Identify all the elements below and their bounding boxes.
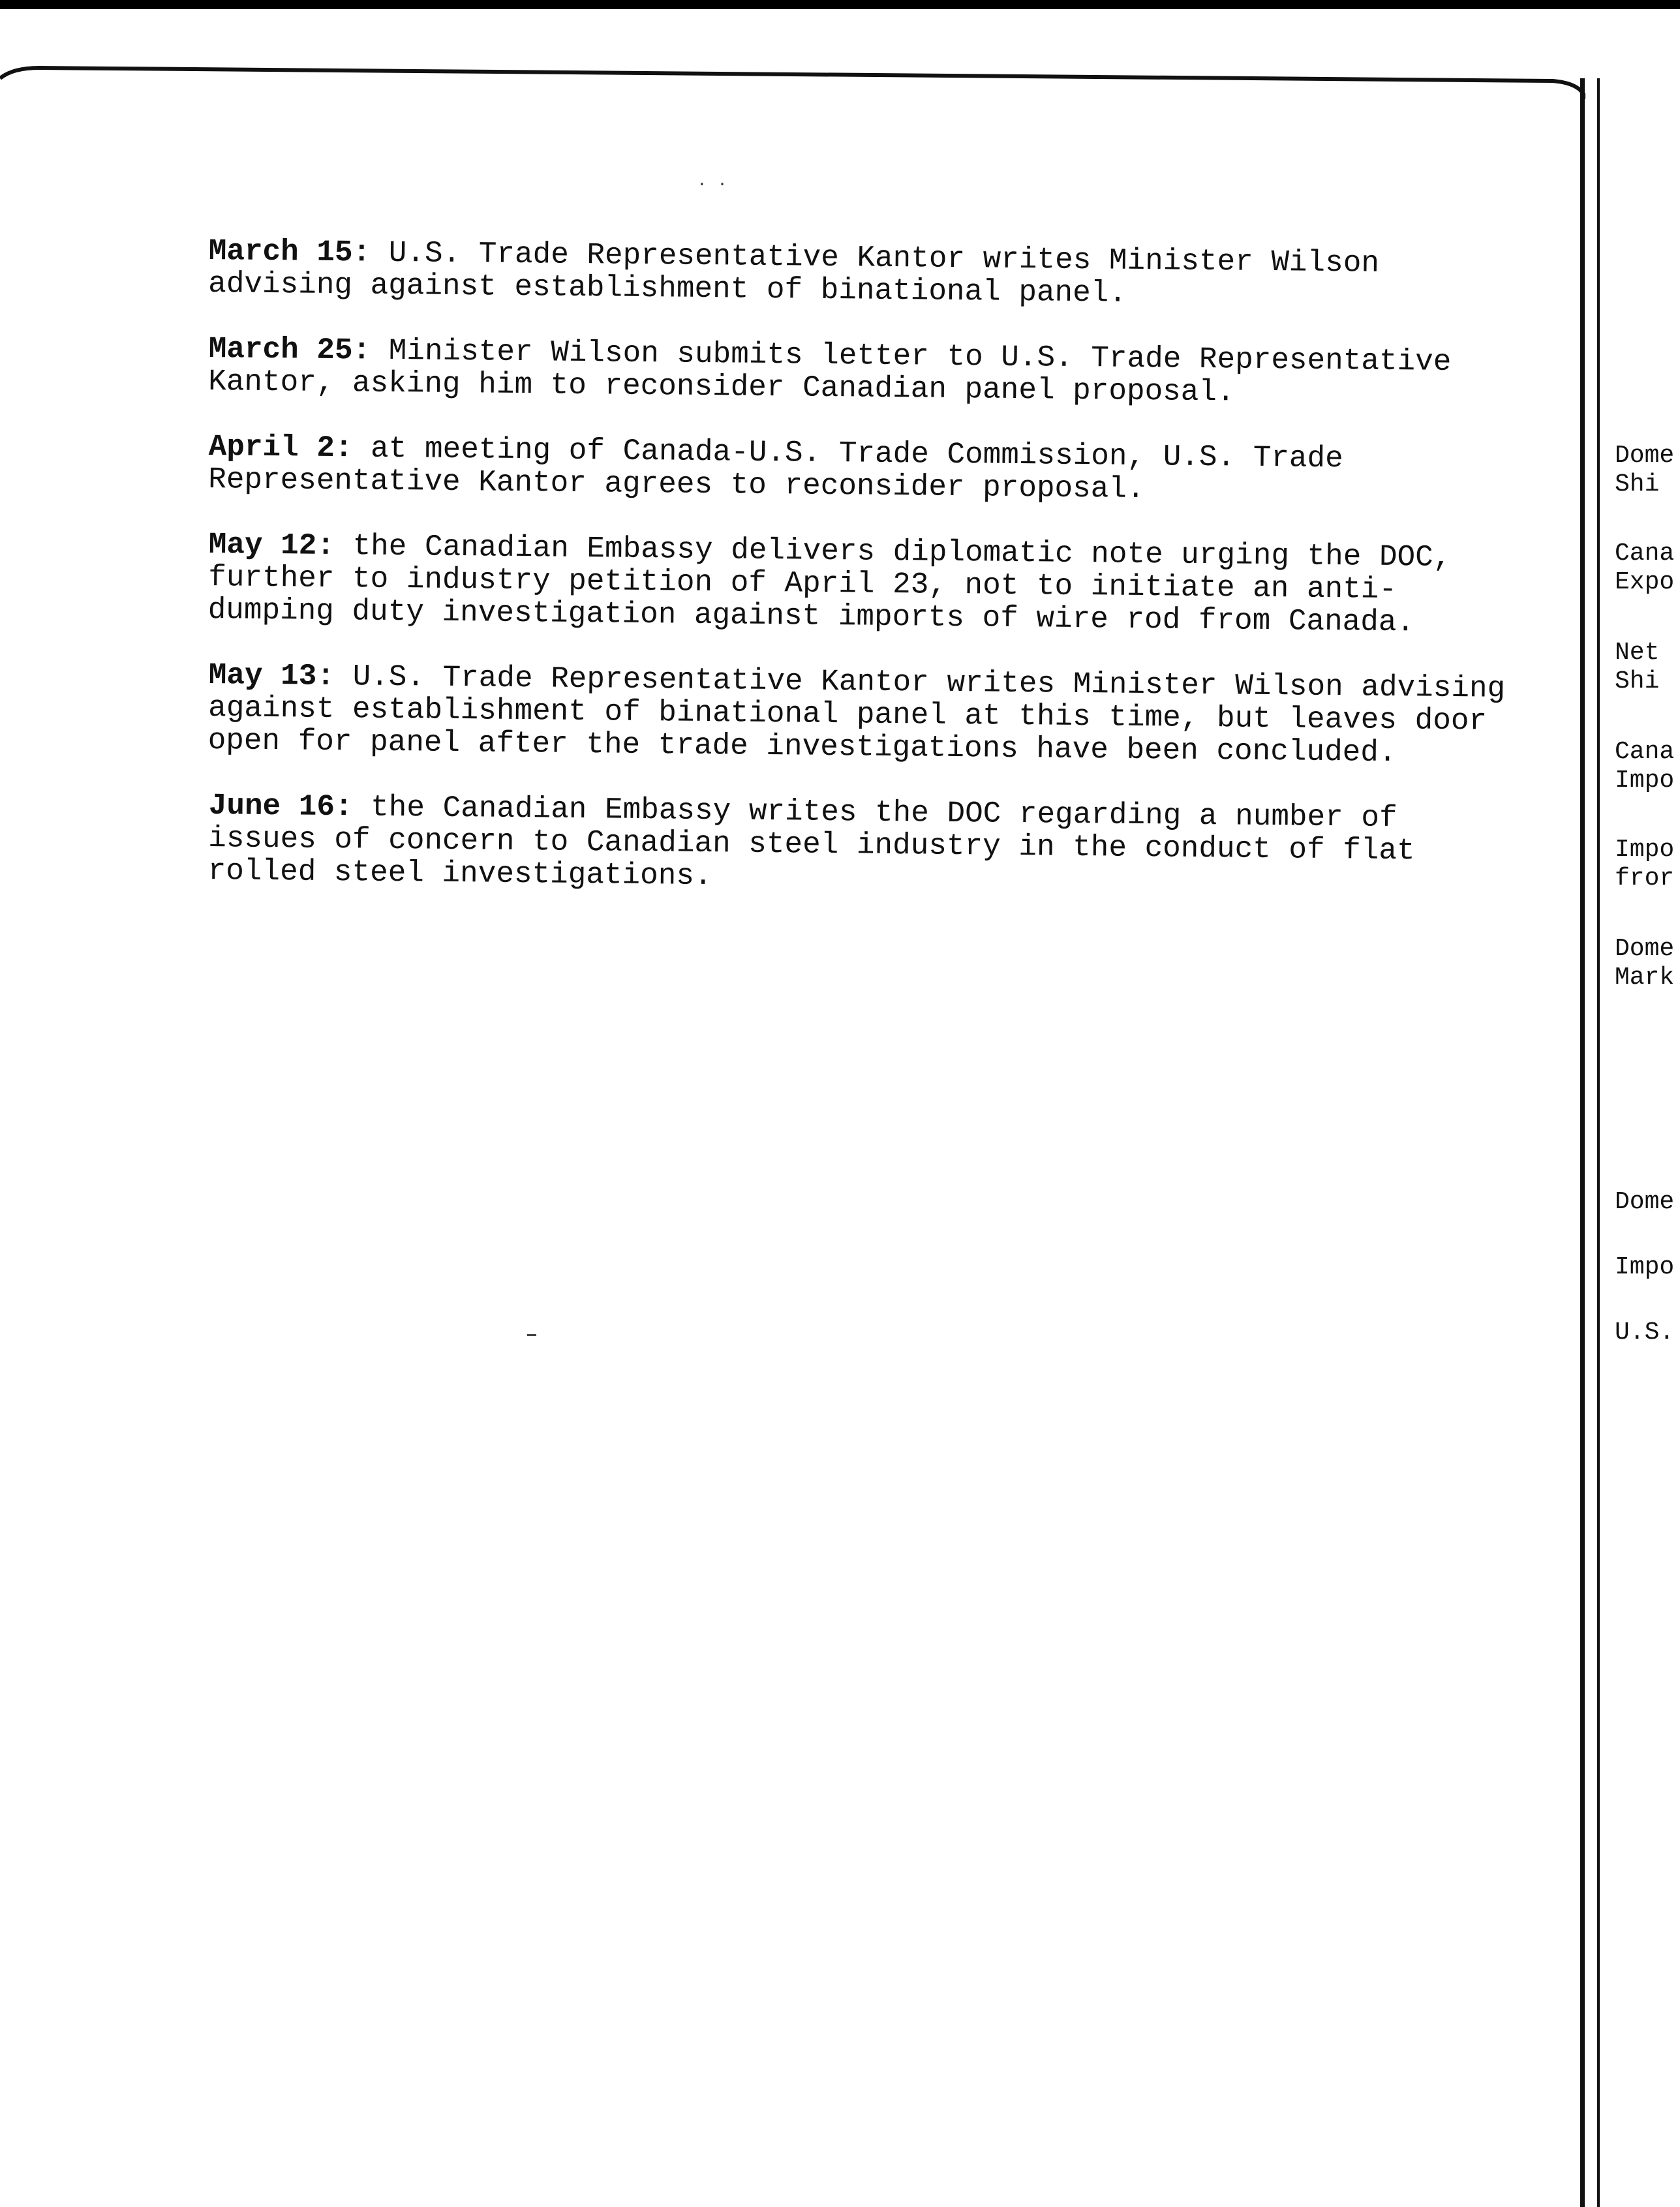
fragment-line: fror: [1615, 864, 1675, 892]
chronology-entry-march-15: [208, 235, 1520, 314]
entry-date: March 15:: [208, 234, 371, 270]
entry-date: May 12:: [208, 528, 335, 564]
fragment-line: Expo: [1615, 568, 1675, 596]
entry-date: June 16:: [208, 789, 353, 825]
entry-date: March 25:: [208, 332, 371, 368]
adjacent-page-fragments: [1615, 0, 1680, 2207]
entry-text: Minister Wilson submits letter to U.S. Trade Representative Kantor, asking him to reconsider Canadian panel proposal.: [207, 333, 1452, 410]
fragment-line: Mark: [1615, 964, 1675, 992]
fragment-line: Dome: [1615, 442, 1675, 470]
fragment-line: Cana: [1615, 540, 1675, 568]
scan-mark: [527, 1334, 536, 1336]
fragment-line: Impo: [1615, 767, 1675, 795]
fragment-line: Shi: [1615, 470, 1660, 498]
chronology-list: [209, 235, 1520, 920]
chronology-entry-may-12: [207, 528, 1520, 640]
page-frame-right-edge: [1580, 78, 1600, 2207]
fragment-line: Cana: [1615, 738, 1675, 766]
fragment-line: Dome: [1615, 1188, 1675, 1216]
entry-text: at meeting of Canada-U.S. Trade Commission, U.S. Trade Representative Kantor agrees to reconsider proposal.: [207, 431, 1344, 507]
entry-text: U.S. Trade Representative Kantor writes Minister Wilson advising against establishment of binational panel.: [207, 236, 1380, 311]
fragment-line: U.S.: [1615, 1318, 1675, 1347]
entry-date: April 2:: [208, 430, 353, 466]
chronology-entry-april-2: [208, 431, 1520, 510]
entry-date: May 13:: [208, 658, 335, 694]
entry-text: the Canadian Embassy delivers diplomatic note urging the DOC, further to industry petition of April 23, not to initiate an anti-dumping duty investigation against imports of wire rod from Canada.: [207, 529, 1452, 640]
entry-text: U.S. Trade Representative Kantor writes Minister Wilson advising against establishment of binational panel at this time, but leaves door open for panel after the trade investigations have been concluded.: [207, 660, 1506, 770]
scan-top-border: [0, 0, 1680, 9]
chronology-entry-may-13: [207, 659, 1520, 770]
fragment-line: Dome: [1615, 935, 1675, 963]
chronology-entry-june-16: [207, 789, 1520, 901]
scan-specks: . .: [697, 171, 727, 190]
fragment-line: Shi: [1615, 667, 1660, 695]
fragment-line: Impo: [1615, 836, 1675, 864]
page-frame-top-edge: [0, 60, 1585, 99]
fragment-line: Net: [1615, 639, 1660, 667]
fragment-line: Impo: [1615, 1253, 1675, 1281]
chronology-entry-march-25: [208, 333, 1520, 412]
entry-text: the Canadian Embassy writes the DOC regarding a number of issues of concern to Canadian steel industry in the conduct of flat rolled steel investigations.: [207, 790, 1415, 894]
